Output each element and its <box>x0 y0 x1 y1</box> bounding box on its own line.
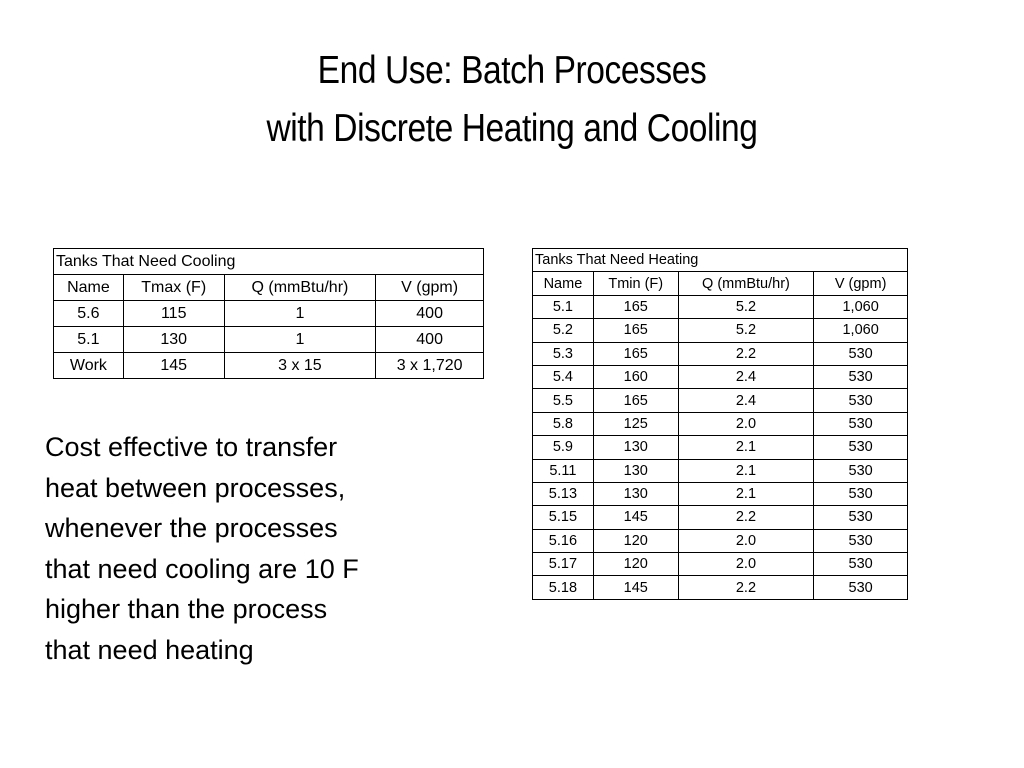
table-cell: 530 <box>814 576 908 599</box>
table-cell: 130 <box>593 436 678 459</box>
table-cell: 120 <box>593 553 678 576</box>
heating-table <box>532 248 908 600</box>
table-cell: 5.9 <box>533 436 594 459</box>
table-cell: 2.1 <box>678 482 814 505</box>
title-line-2: with Discrete Heating and Cooling <box>266 107 758 150</box>
table-cell: 3 x 1,720 <box>376 353 484 379</box>
text-line: higher than the process <box>45 594 328 624</box>
table-row <box>533 412 908 435</box>
table-cell: Work <box>54 353 124 379</box>
table-cell: 1,060 <box>814 295 908 318</box>
column-header: Q (mmBtu/hr) <box>678 272 814 295</box>
text-line: heat between processes, <box>45 472 346 503</box>
table-cell: 5.17 <box>533 553 594 576</box>
table-cell: 2.2 <box>678 576 814 599</box>
table-cell: 2.0 <box>678 553 814 576</box>
table-cell: 145 <box>593 506 678 529</box>
table-row <box>533 553 908 576</box>
table-row <box>533 342 908 365</box>
text-line: that need cooling are 10 F <box>45 553 359 584</box>
table-cell: 5.15 <box>533 506 594 529</box>
table-row <box>54 327 484 353</box>
table-row <box>54 301 484 327</box>
table-cell: 5.16 <box>533 529 594 552</box>
table-cell: 530 <box>814 482 908 505</box>
table-cell: 1 <box>224 327 376 353</box>
table-cell: 160 <box>593 365 678 388</box>
column-header: Tmin (F) <box>593 272 678 295</box>
table-cell: 3 x 15 <box>224 353 376 379</box>
cooling-caption-row <box>54 249 484 275</box>
column-header: Name <box>54 275 124 301</box>
table-cell: 2.0 <box>678 412 814 435</box>
table-cell: 1 <box>224 301 376 327</box>
table-cell: 5.3 <box>533 342 594 365</box>
table-cell: 165 <box>593 342 678 365</box>
table-cell: 130 <box>593 459 678 482</box>
table-row <box>533 389 908 412</box>
table-row <box>533 295 908 318</box>
table-cell: 530 <box>814 553 908 576</box>
table-cell: 530 <box>814 342 908 365</box>
cooling-table-caption: Tanks That Need Cooling <box>54 249 484 275</box>
heating-caption-row <box>533 249 908 272</box>
table-cell: 5.2 <box>678 319 814 342</box>
table-cell: 5.5 <box>533 389 594 412</box>
table-cell: 530 <box>814 529 908 552</box>
table-row <box>533 506 908 529</box>
table-row <box>533 436 908 459</box>
table-row <box>533 529 908 552</box>
table-cell: 130 <box>123 327 224 353</box>
explanation-text <box>45 427 465 670</box>
table-cell: 5.18 <box>533 576 594 599</box>
table-cell: 2.2 <box>678 342 814 365</box>
table-cell: 400 <box>376 327 484 353</box>
table-row <box>533 576 908 599</box>
column-header: Q (mmBtu/hr) <box>224 275 376 301</box>
table-cell: 2.2 <box>678 506 814 529</box>
table-cell: 530 <box>814 459 908 482</box>
table-cell: 165 <box>593 319 678 342</box>
table-cell: 120 <box>593 529 678 552</box>
table-cell: 530 <box>814 436 908 459</box>
table-cell: 530 <box>814 365 908 388</box>
table-cell: 115 <box>123 301 224 327</box>
table-row <box>533 459 908 482</box>
text-line: Cost effective to transfer <box>45 432 338 462</box>
table-cell: 5.1 <box>54 327 124 353</box>
table-cell: 165 <box>593 295 678 318</box>
table-cell: 5.2 <box>533 319 594 342</box>
column-header: V (gpm) <box>376 275 484 301</box>
column-header: V (gpm) <box>814 272 908 295</box>
title-line-1: End Use: Batch Processes <box>317 49 707 92</box>
table-cell: 145 <box>123 353 224 379</box>
table-cell: 5.4 <box>533 365 594 388</box>
table-cell: 5.2 <box>678 295 814 318</box>
table-row <box>533 319 908 342</box>
table-cell: 1,060 <box>814 319 908 342</box>
table-row <box>54 353 484 379</box>
table-cell: 165 <box>593 389 678 412</box>
table-cell: 2.4 <box>678 389 814 412</box>
table-cell: 2.1 <box>678 459 814 482</box>
column-header: Name <box>533 272 594 295</box>
column-header: Tmax (F) <box>123 275 224 301</box>
text-line: that need heating <box>45 634 254 665</box>
table-cell: 2.4 <box>678 365 814 388</box>
table-cell: 5.1 <box>533 295 594 318</box>
table-cell: 2.1 <box>678 436 814 459</box>
cooling-header-row <box>54 275 484 301</box>
table-cell: 2.0 <box>678 529 814 552</box>
table-cell: 530 <box>814 412 908 435</box>
table-cell: 130 <box>593 482 678 505</box>
heating-table-caption: Tanks That Need Heating <box>533 249 908 272</box>
table-cell: 530 <box>814 506 908 529</box>
table-cell: 5.11 <box>533 459 594 482</box>
table-cell: 400 <box>376 301 484 327</box>
table-cell: 5.13 <box>533 482 594 505</box>
table-cell: 530 <box>814 389 908 412</box>
table-cell: 5.8 <box>533 412 594 435</box>
slide-title <box>72 42 953 158</box>
text-line: whenever the processes <box>45 513 338 543</box>
table-cell: 125 <box>593 412 678 435</box>
table-cell: 5.6 <box>54 301 124 327</box>
table-row <box>533 365 908 388</box>
table-cell: 145 <box>593 576 678 599</box>
cooling-table <box>53 248 484 379</box>
heating-header-row <box>533 272 908 295</box>
table-row <box>533 482 908 505</box>
